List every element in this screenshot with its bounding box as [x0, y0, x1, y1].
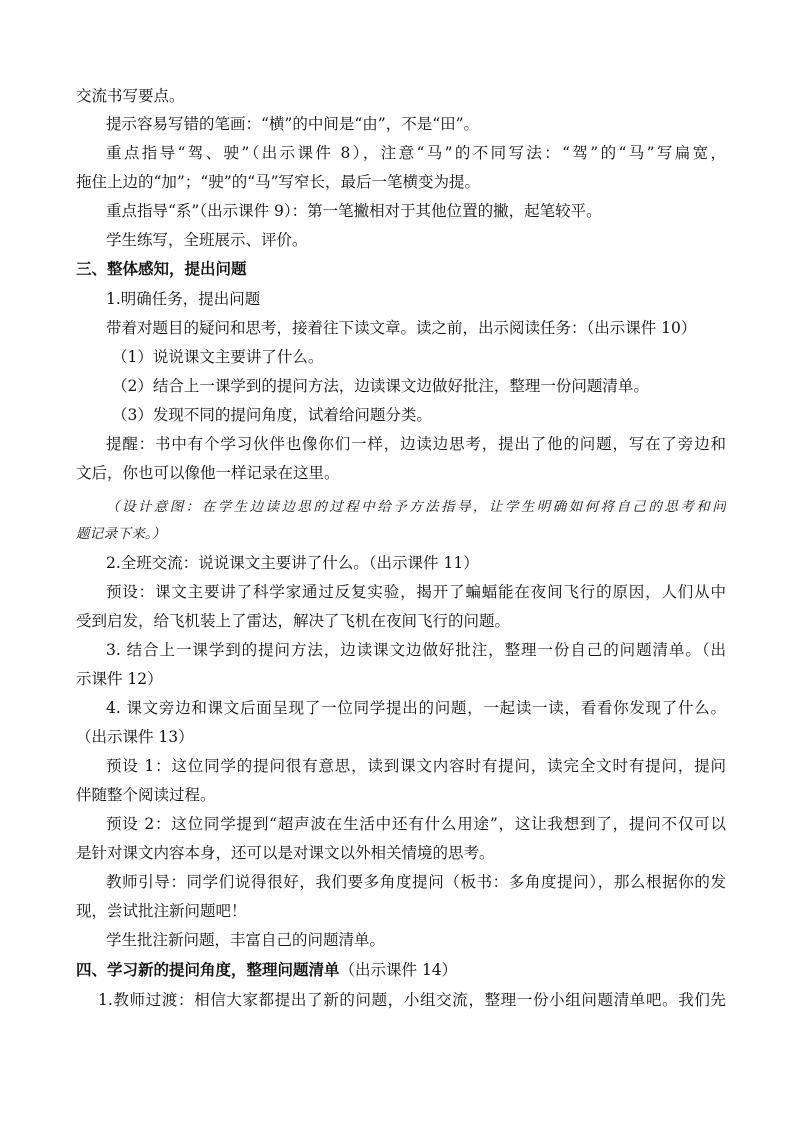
- paragraph-line: 文后，你也可以像他一样记录在这里。: [76, 464, 340, 482]
- paragraph-line: 学生练写，全班展示、评价。: [106, 231, 308, 249]
- paragraph-line: 教师引导：同学们说得很好，我们要多角度提问（板书：多角度提问），那么根据你的发: [106, 873, 726, 891]
- section-heading-4-note: （出示课件 14）: [339, 961, 458, 979]
- paragraph-line: 3. 结合上一课学到的提问方法，边读课文边做好批注，整理一份自己的问题清单。（出: [106, 641, 726, 659]
- paragraph-line: 示课件 12）: [76, 670, 163, 688]
- section-heading-4-title: 四、学习新的提问角度，整理问题清单: [76, 961, 340, 979]
- paragraph-line: 是针对课文内容本身，还可以是对课文以外相关情境的思考。: [76, 844, 495, 862]
- paragraph-line: （出示课件 13）: [76, 728, 194, 746]
- paragraph-line: 1.明确任务，提出问题: [106, 290, 261, 308]
- list-item: （1）说说课文主要讲了什么。: [112, 348, 324, 366]
- design-note: 题记录下来。）: [76, 526, 166, 542]
- paragraph-line: 预设 2：这位同学提到“超声波在生活中还有什么用途”，这让我想到了，提问不仅可以: [106, 815, 726, 833]
- list-item: （3）发现不同的提问角度，试着给问题分类。: [112, 406, 432, 424]
- paragraph-line: 拖住上边的“加”；“驶”的“马”写窄长，最后一笔横变为提。: [76, 173, 481, 191]
- paragraph-line: 学生批注新问题，丰富自己的问题清单。: [106, 931, 386, 949]
- paragraph-line: 重点指导“驾、驶”（出示课件 8），注意“马”的不同写法：“驾”的“马”写扁宽，: [106, 144, 726, 162]
- paragraph-line: 受到启发，给飞机装上了雷达，解决了飞机在夜间飞行的问题。: [76, 612, 511, 630]
- section-heading-4: [76, 960, 726, 980]
- paragraph-line: 1.教师过渡：相信大家都提出了新的问题，小组交流，整理一份小组问题清单吧。我们先: [98, 991, 726, 1009]
- paragraph-line: 伴随整个阅读过程。: [76, 786, 216, 804]
- list-item: （2）结合上一课学到的提问方法，边读课文边做好批注，整理一份问题清单。: [112, 377, 649, 395]
- paragraph-line: 带着对题目的疑问和思考，接着往下读文章。读之前，出示阅读任务：（出示课件 10）: [106, 319, 697, 337]
- paragraph-line: 预设 1：这位同学的提问很有意思，读到课文内容时有提问，读完全文时有提问，提问: [106, 757, 726, 775]
- paragraph-line: 重点指导“系”（出示课件 9）：第一笔撇相对于其他位置的撇，起笔较平。: [106, 202, 602, 220]
- paragraph-line: 预设：课文主要讲了科学家通过反复实验，揭开了蝙蝠能在夜间飞行的原因，人们从中: [106, 583, 726, 601]
- paragraph-line: 现，尝试批注新问题吧！: [76, 902, 247, 920]
- paragraph-line: 交流书写要点。: [76, 87, 185, 105]
- paragraph-line: 4. 课文旁边和课文后面呈现了一位同学提出的问题，一起读一读，看看你发现了什么。: [106, 699, 726, 717]
- paragraph-line: 2.全班交流：说说课文主要讲了什么。（出示课件 11）: [106, 554, 479, 572]
- section-heading-3: 三、整体感知，提出问题: [76, 260, 247, 278]
- paragraph-line: 提醒：书中有个学习伙伴也像你们一样，边读边思考，提出了他的问题，写在了旁边和: [106, 435, 726, 453]
- paragraph-line: 提示容易写错的笔画：“横”的中间是“由”，不是“田”。: [106, 115, 480, 133]
- design-note: （设计意图：在学生边读边思的过程中给予方法指导，让学生明确如何将自己的思考和问: [106, 499, 726, 515]
